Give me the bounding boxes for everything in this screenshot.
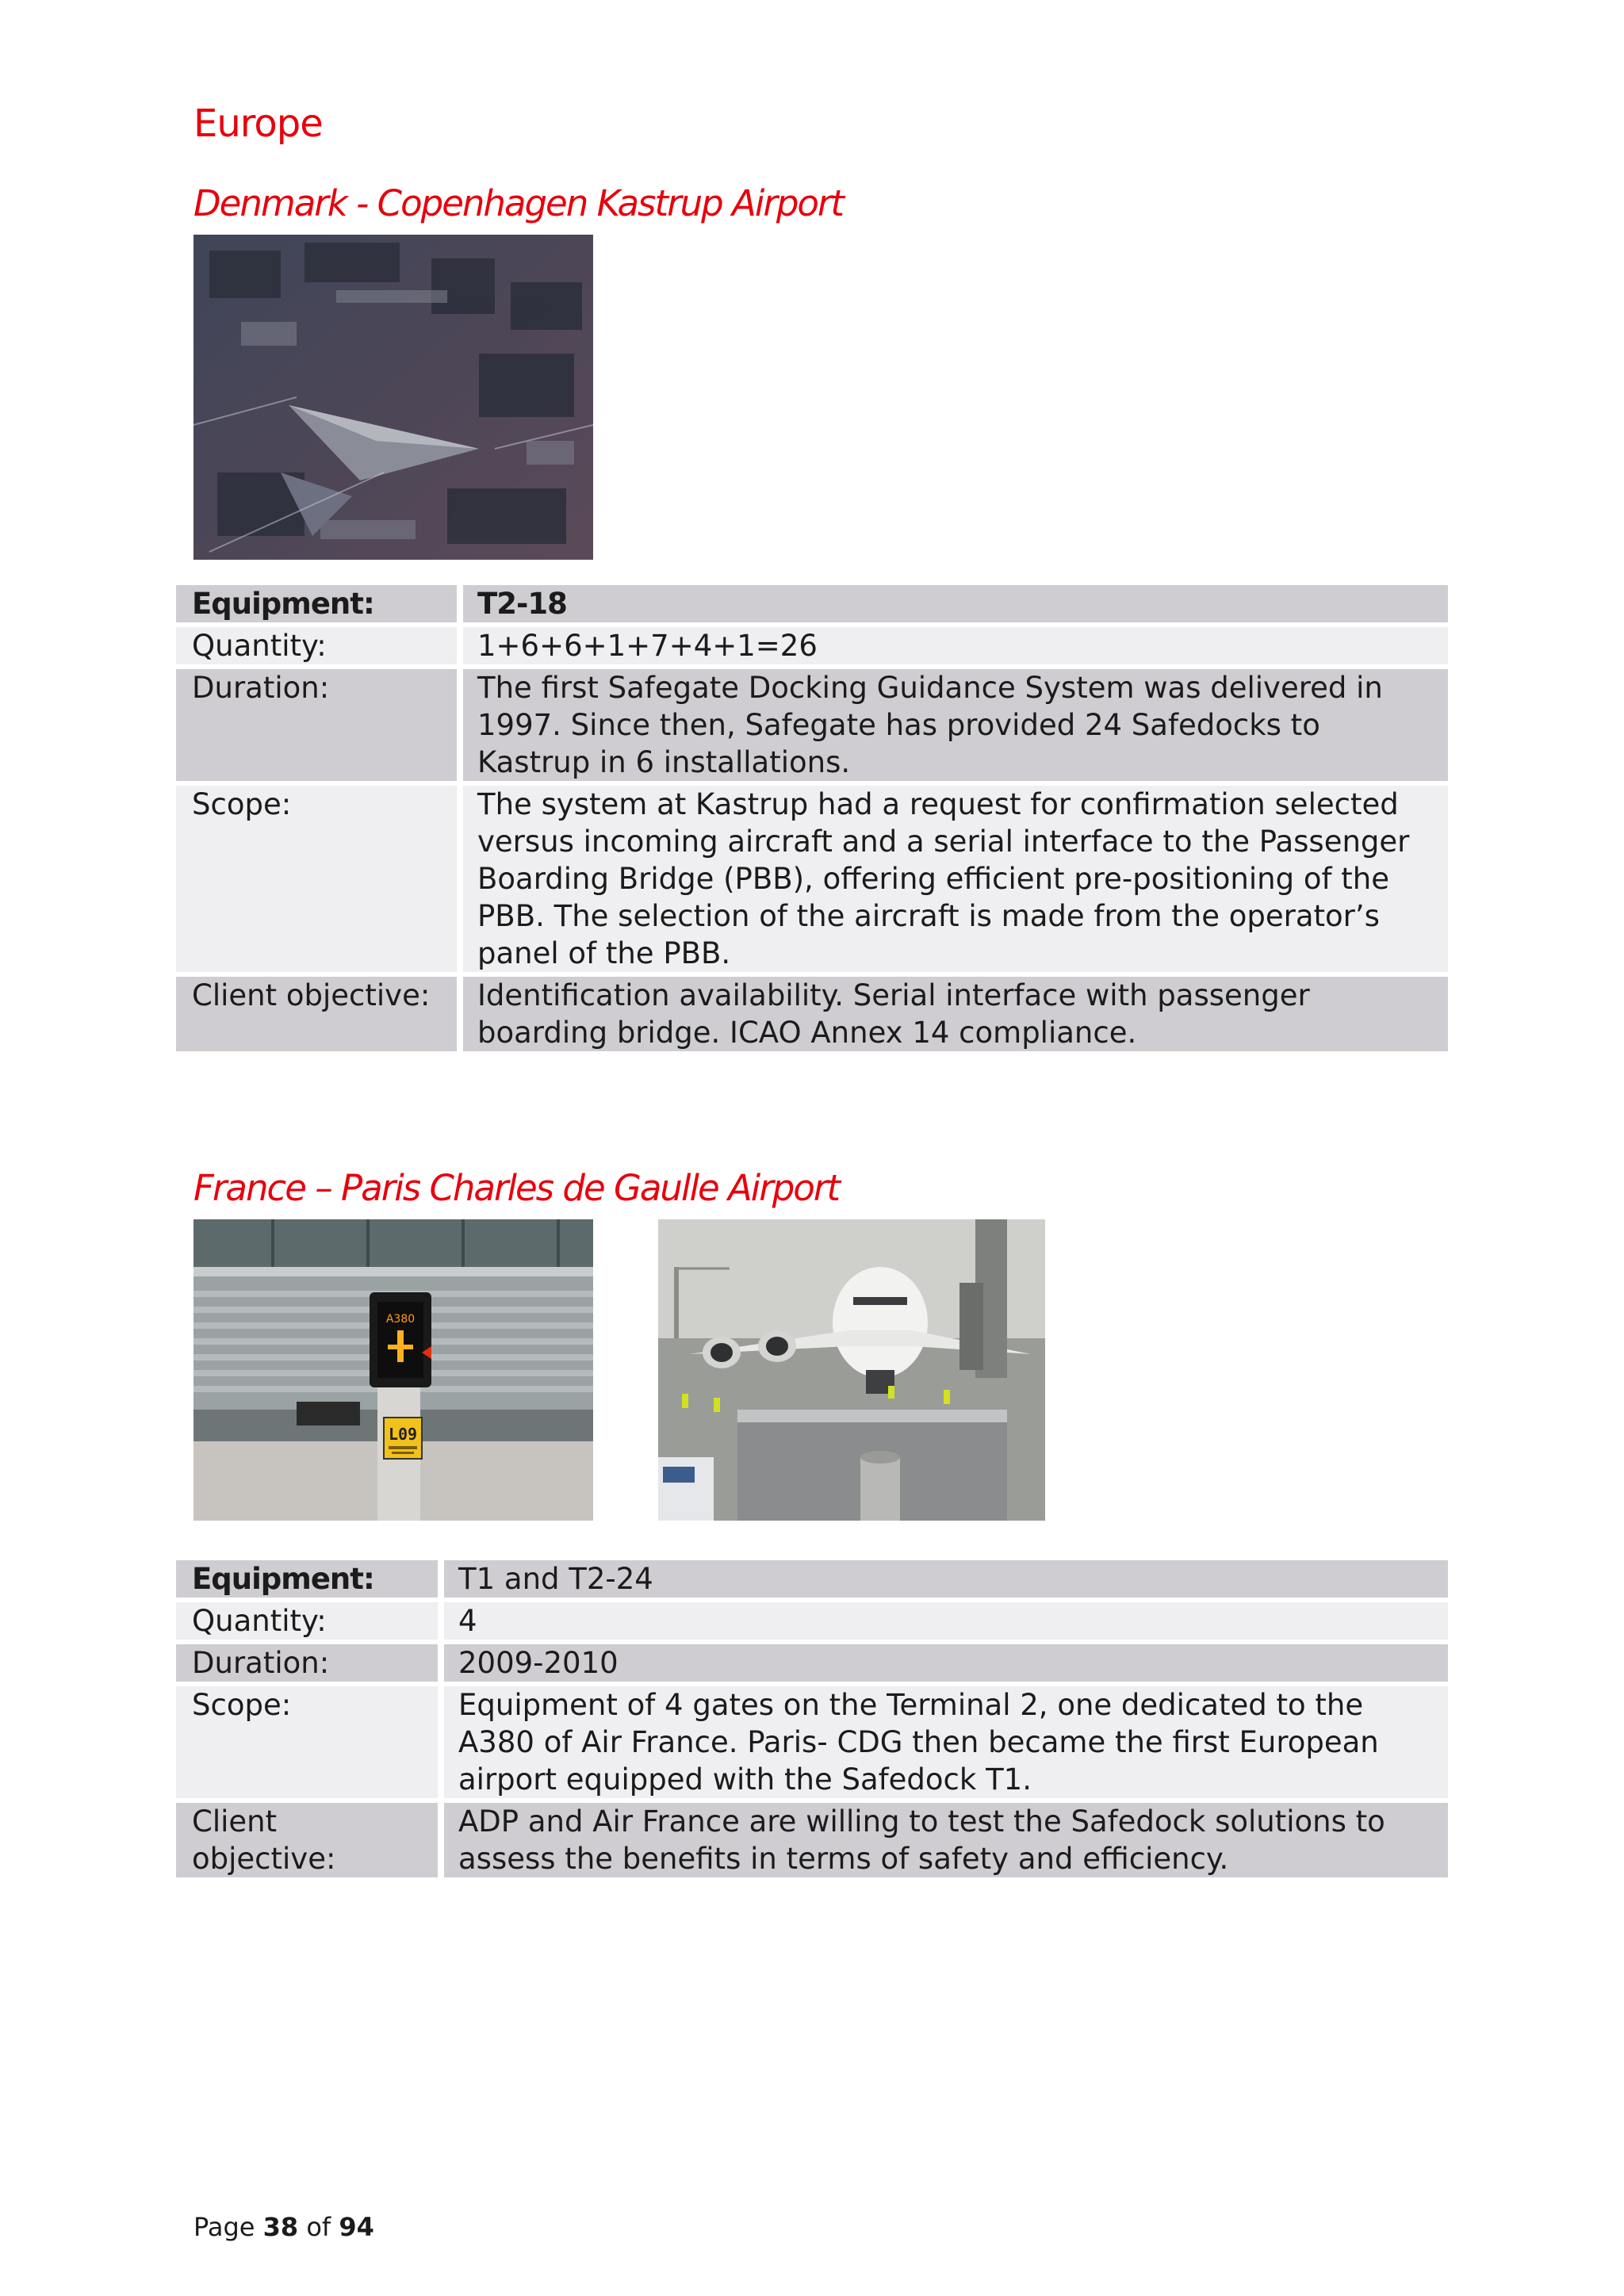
photo-kastrup-aerial xyxy=(193,235,593,560)
section-heading-copenhagen: Denmark - Copenhagen Kastrup Airport xyxy=(193,182,844,224)
row-value: The system at Kastrup had a request for confirmation selected versus incoming aircraft and a serial interface to the Passenger Boarding Bridge (PBB), offering efficient pre-positioning of the PBB. The selection of the aircraft is made from the operator’s panel of the PBB. xyxy=(463,786,1448,972)
table-row xyxy=(176,1560,1448,1598)
row-label: Scope: xyxy=(176,786,463,972)
info-table-copenhagen xyxy=(176,580,1448,1056)
row-value: Identification availability. Serial interface with passenger boarding bridge. ICAO Annex 14 compliance. xyxy=(463,977,1448,1051)
photo-cdg-a380-aircraft xyxy=(658,1219,1045,1521)
row-value: The first Safegate Docking Guidance System was delivered in 1997. Since then, Safegate has provided 24 Safedocks to Kastrup in 6 installations. xyxy=(463,669,1448,781)
table-row xyxy=(176,585,1448,622)
table-row xyxy=(176,627,1448,664)
row-label: Client objective: xyxy=(176,977,463,1051)
display-aircraft-text: A380 xyxy=(385,1313,416,1326)
row-label: Equipment: xyxy=(176,1560,444,1598)
row-label: Duration: xyxy=(176,1644,444,1682)
gate-sign-text: L09 xyxy=(388,1425,418,1444)
table-row xyxy=(176,1644,1448,1682)
footer-page-word: Page xyxy=(193,2212,255,2242)
row-value: T1 and T2-24 xyxy=(444,1560,1448,1598)
footer-page-number: 38 xyxy=(262,2212,299,2242)
row-label: Quantity: xyxy=(176,1602,444,1640)
table-row xyxy=(176,669,1448,781)
row-label: Quantity: xyxy=(176,627,463,664)
row-value: 1+6+6+1+7+4+1=26 xyxy=(463,627,1448,664)
row-label: Equipment: xyxy=(176,585,463,622)
photo-cdg-docking-display xyxy=(193,1219,593,1521)
section-heading-paris-cdg: France – Paris Charles de Gaulle Airport xyxy=(193,1167,839,1209)
row-value: ADP and Air France are willing to test the Safedock solutions to assess the benefits in terms of safety and efficiency. xyxy=(444,1803,1448,1877)
table-row xyxy=(176,786,1448,972)
row-value: 2009-2010 xyxy=(444,1644,1448,1682)
footer-of-word: of xyxy=(306,2212,331,2242)
row-label: Duration: xyxy=(176,669,463,781)
table-row xyxy=(176,977,1448,1051)
row-label: Client objective: xyxy=(176,1803,444,1877)
row-label: Scope: xyxy=(176,1686,444,1798)
page-footer xyxy=(193,2212,374,2242)
region-heading: Europe xyxy=(193,101,323,146)
row-value: Equipment of 4 gates on the Terminal 2, one dedicated to the A380 of Air France. Paris- CDG then became the first European airport equipped with the Safedock T1. xyxy=(444,1686,1448,1798)
table-row xyxy=(176,1602,1448,1640)
table-row xyxy=(176,1686,1448,1798)
footer-page-total: 94 xyxy=(339,2212,374,2242)
row-value: T2-18 xyxy=(463,585,1448,622)
row-value: 4 xyxy=(444,1602,1448,1640)
table-row xyxy=(176,1803,1448,1877)
info-table-paris-cdg xyxy=(176,1556,1448,1882)
